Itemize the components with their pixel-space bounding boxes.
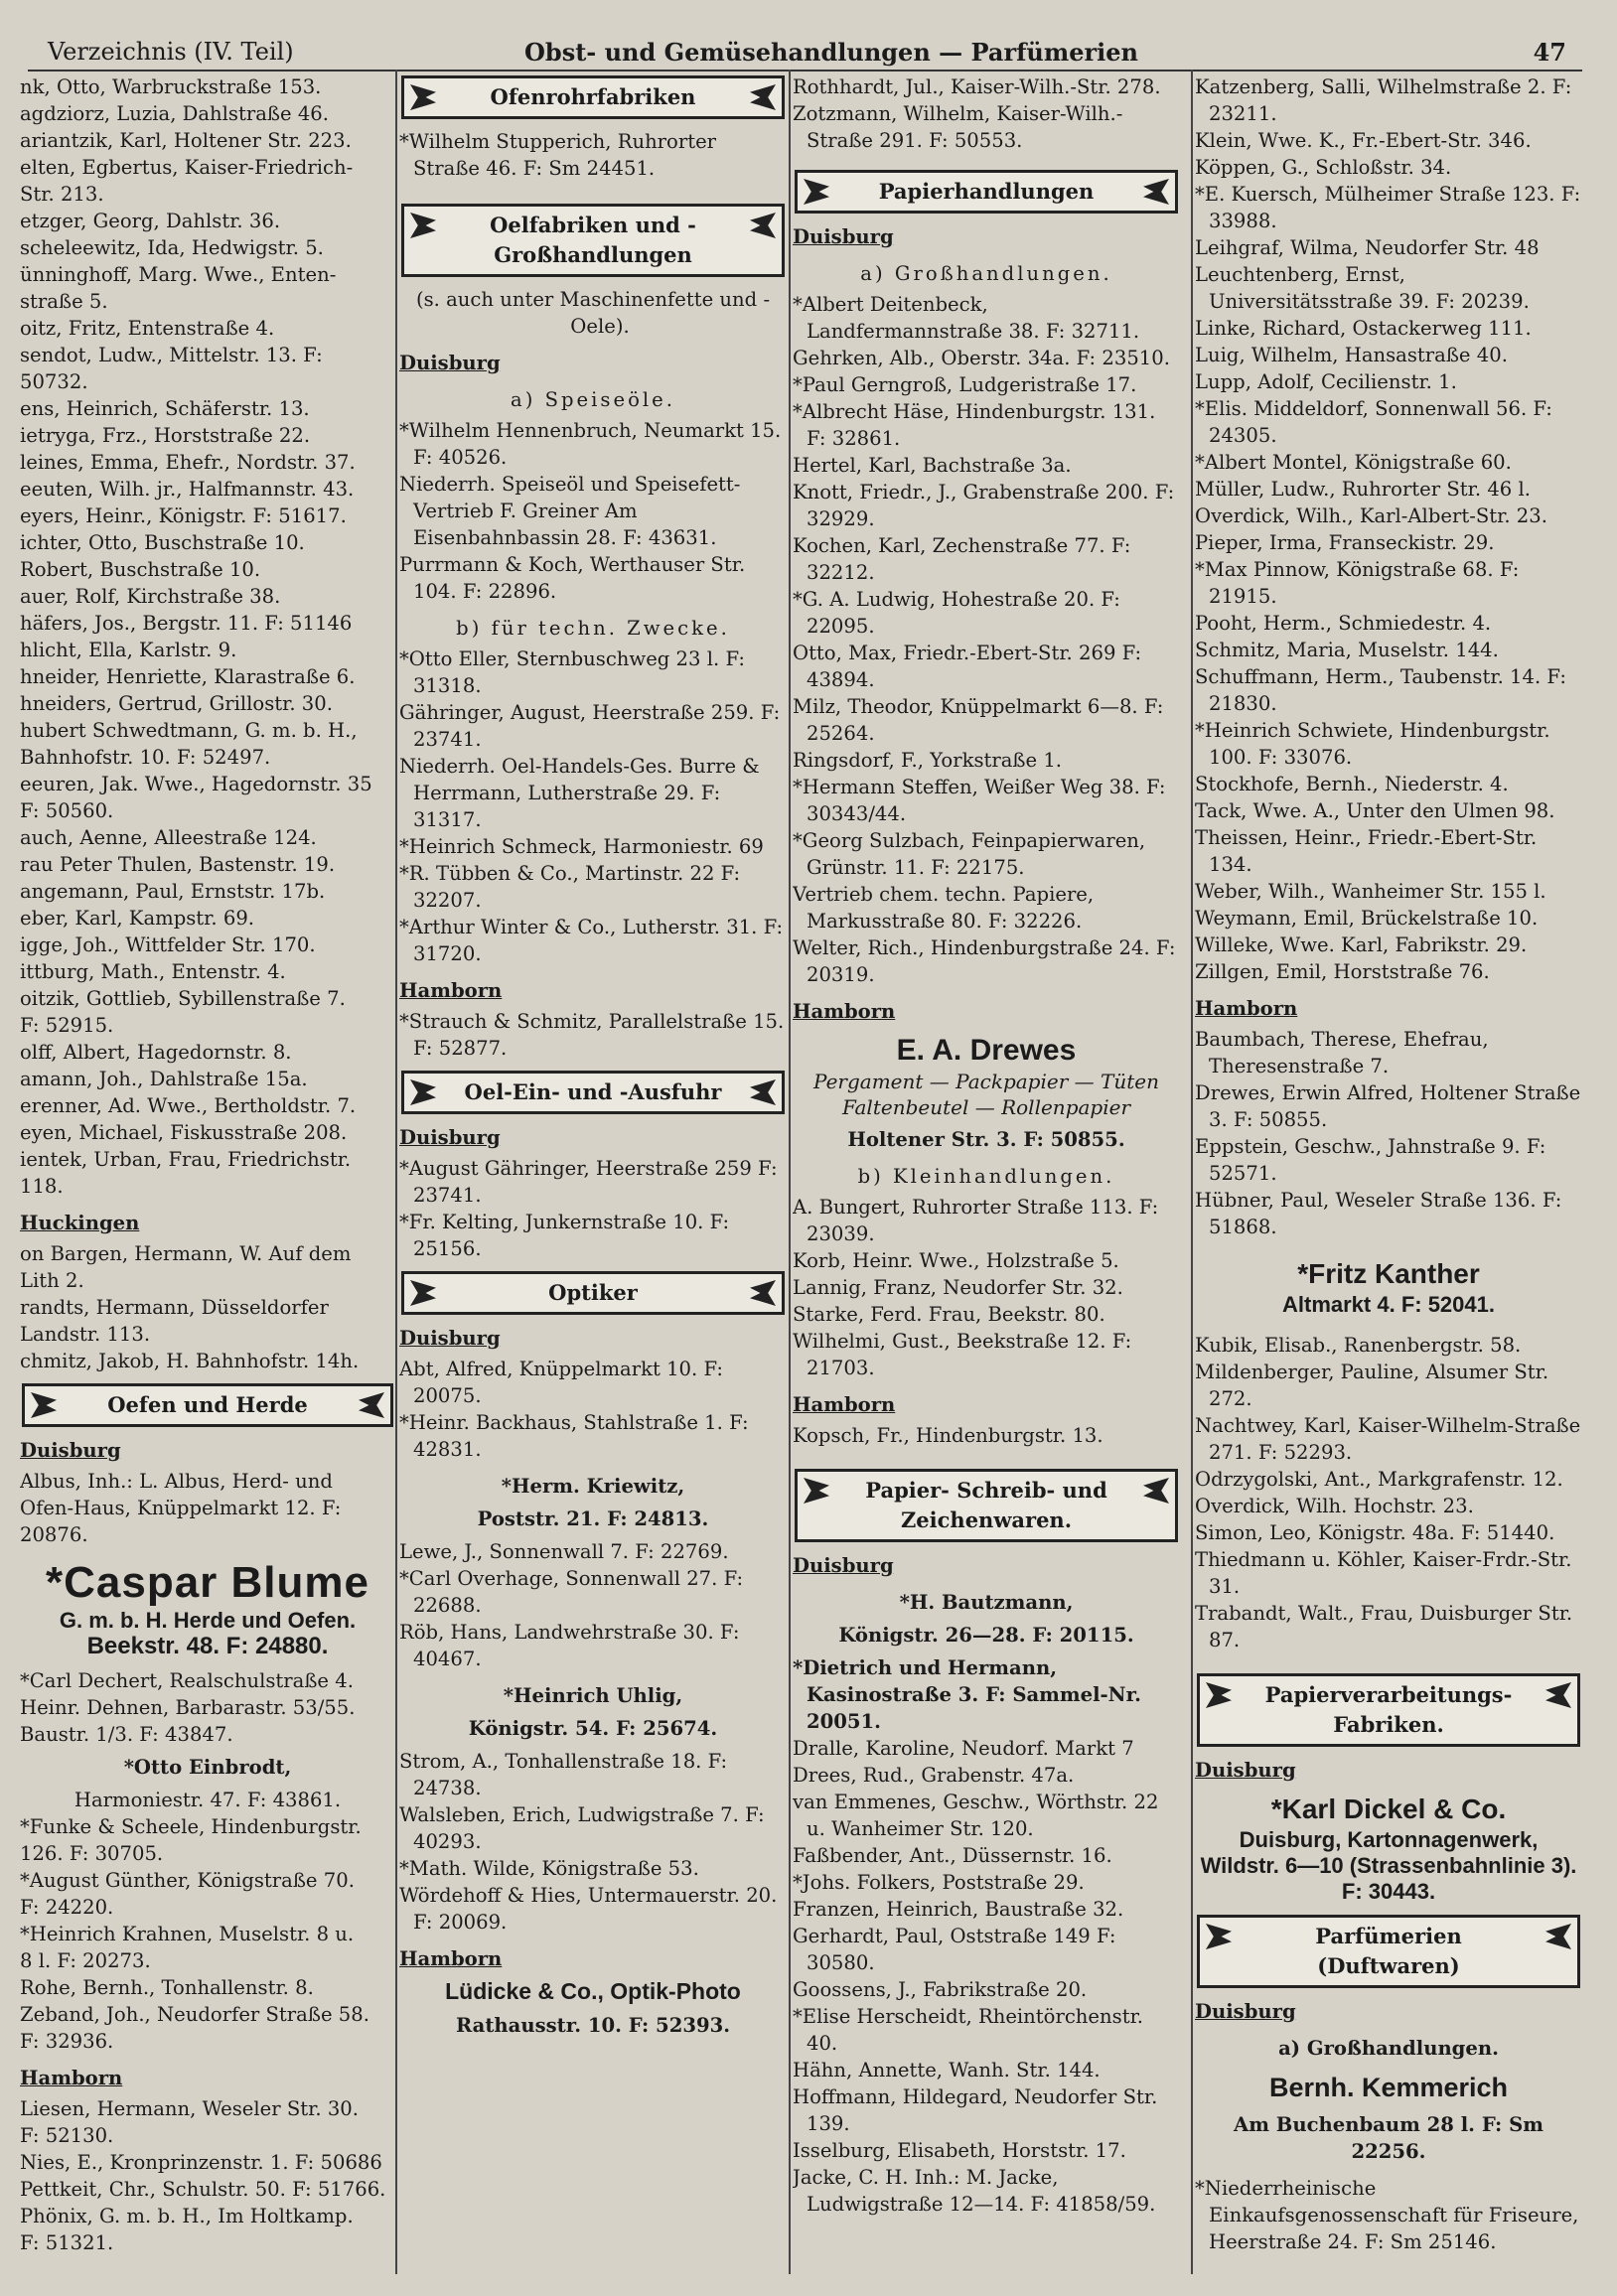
- directory-entry: *Johs. Folkers, Poststraße 29.: [793, 1871, 1085, 1894]
- directory-entry: amann, Joh., Dahlstraße 15a.: [20, 1068, 308, 1090]
- entry-list: [1195, 73, 1582, 985]
- advert-line: Faltenbeutel — Rollenpapier: [841, 1095, 1131, 1119]
- note: (s. auch unter Maschinenfette und -Oele).: [415, 288, 771, 338]
- entry-list: [20, 1667, 395, 1748]
- directory-entry: Bahnhofstr. 10. F: 52497.: [20, 746, 271, 769]
- directory-entry: Milz, Theodor, Knüppelmarkt 6—8. F: 25264.: [793, 695, 1164, 745]
- directory-entry: Schuffmann, Herm., Taubenstr. 14. F: 21830.: [1195, 665, 1566, 715]
- directory-entry: *Wilhelm Hennenbruch, Neumarkt 15. F: 40526.: [399, 419, 782, 469]
- directory-entry: häfers, Jos., Bergstr. 11. F: 51146: [20, 612, 353, 635]
- advert-title: Lüdicke & Co., Optik-Photo: [445, 1978, 741, 2004]
- advert-title: E. A. Drewes: [896, 1034, 1077, 1067]
- directory-entry: F: 50560.: [20, 799, 114, 822]
- directory-entry: Starke, Ferd. Frau, Beekstr. 80.: [793, 1303, 1105, 1326]
- directory-entry: hneider, Henriette, Klarastraße 6.: [20, 665, 356, 688]
- directory-entry: oitzik, Gottlieb, Sybillenstraße 7.: [20, 987, 346, 1010]
- directory-entry: igge, Joh., Wittfelder Str. 170.: [20, 933, 316, 956]
- city-heading: Duisburg: [399, 1327, 501, 1350]
- column-divider: [395, 70, 397, 2274]
- category-box: Oefen und Herde: [22, 1383, 393, 1427]
- directory-entry: Robert, Buschstraße 10.: [20, 558, 261, 581]
- header-title: Obst- und Gemüsehandlungen — Parfümerien: [524, 38, 1138, 67]
- directory-entry: *Funke & Scheele, Hindenburgstr.: [20, 1815, 362, 1838]
- directory-entry: Franzen, Heinrich, Baustraße 32.: [793, 1898, 1124, 1921]
- directory-entry: angemann, Paul, Ernststr. 17b.: [20, 880, 326, 903]
- directory-entry: Weymann, Emil, Brückelstraße 10.: [1195, 907, 1539, 930]
- directory-entry: Baumbach, Therese, Ehefrau, Theresenstraße 7.: [1195, 1028, 1489, 1077]
- directory-entry: Hoffmann, Hildegard, Neudorfer Str. 139.: [793, 2085, 1158, 2135]
- directory-entry: *Carl Overhage, Sonnenwall 27. F: 22688.: [399, 1567, 744, 1617]
- city-heading: Duisburg: [399, 352, 501, 374]
- directory-entry: Heinr. Dehnen, Barbarastr. 53/55.: [20, 1696, 356, 1719]
- directory-entry: olff, Albert, Hagedornstr. 8.: [20, 1041, 292, 1064]
- directory-entry: 8 l. F: 20273.: [20, 1949, 151, 1972]
- entry-list: [20, 1813, 395, 2055]
- entry-list: [793, 1735, 1180, 2218]
- directory-entry: Zillgen, Emil, Horststraße 76.: [1195, 960, 1490, 983]
- city-heading: Duisburg: [793, 1554, 894, 1577]
- directory-entry: on Bargen, Hermann, W. Auf dem: [20, 1242, 352, 1265]
- directory-entry: agdziorz, Luzia, Dahlstraße 46.: [20, 102, 329, 125]
- directory-entry: Lannig, Franz, Neudorfer Str. 32.: [793, 1276, 1123, 1299]
- category-box: Papierverarbeitungs-Fabriken.: [1197, 1673, 1580, 1747]
- directory-entry: straße 5.: [20, 290, 108, 313]
- directory-entry: *Carl Dechert, Realschulstraße 4.: [20, 1669, 354, 1692]
- directory-entry: Müller, Ludw., Ruhrorter Str. 46 l.: [1195, 478, 1531, 501]
- featured-address: Königstr. 26—28. F: 20115.: [838, 1624, 1134, 1647]
- directory-entry: Rothhardt, Jul., Kaiser-Wilh.-Str. 278.: [793, 75, 1161, 98]
- column-divider: [789, 70, 791, 2274]
- featured-name: *H. Bautzmann,: [899, 1591, 1074, 1614]
- entry-list: [399, 646, 787, 967]
- directory-entry: eeuren, Jak. Wwe., Hagedornstr. 35: [20, 773, 372, 795]
- directory-entry: Korb, Heinr. Wwe., Holzstraße 5.: [793, 1249, 1119, 1272]
- directory-entry: Odrzygolski, Ant., Markgrafenstr. 12.: [1195, 1468, 1563, 1491]
- directory-entry: Leuchtenberg, Ernst, Universitätsstraße 39. F: 20239.: [1195, 263, 1530, 313]
- directory-entry: Kopsch, Fr., Hindenburgstr. 13.: [793, 1424, 1103, 1447]
- directory-entry: Tack, Wwe. A., Unter den Ulmen 98.: [1195, 799, 1555, 822]
- directory-entry: Ofen-Haus, Knüppelmarkt 12. F:: [20, 1497, 342, 1519]
- directory-entry: 50732.: [20, 370, 88, 393]
- advert-title: *Karl Dickel & Co.: [1270, 1794, 1507, 1824]
- advert-line: Altmarkt 4. F: 52041.: [1282, 1292, 1495, 1317]
- directory-entry: *Arthur Winter & Co., Lutherstr. 31. F: 31720.: [399, 916, 784, 965]
- subheading: a) Großhandlungen.: [860, 262, 1112, 285]
- directory-entry: eyen, Michael, Fiskusstraße 208.: [20, 1121, 348, 1144]
- directory-entry: ariantzik, Karl, Holtener Str. 223.: [20, 129, 352, 152]
- column-1: [20, 73, 395, 2288]
- entry-list: [399, 1008, 787, 1062]
- directory-entry: Goossens, J., Fabrikstraße 20.: [793, 1978, 1088, 2001]
- directory-entry: chmitz, Jakob, H. Bahnhofstr. 14h.: [20, 1350, 360, 1372]
- directory-entry: Weber, Wilh., Wanheimer Str. 155 l.: [1195, 880, 1546, 903]
- directory-entry: Kochen, Karl, Zechenstraße 77. F: 32212.: [793, 534, 1131, 584]
- directory-entry: 20876.: [20, 1523, 88, 1546]
- column-divider: [1191, 70, 1193, 2274]
- directory-entry: ientek, Urban, Frau, Friedrichstr.: [20, 1148, 352, 1171]
- advert-line: Holtener Str. 3. F: 50855.: [847, 1128, 1125, 1151]
- directory-entry: Landstr. 113.: [20, 1323, 151, 1346]
- advert-line: Duisburg, Kartonnagenwerk,: [1239, 1827, 1539, 1852]
- directory-entry: *August Günther, Königstraße 70.: [20, 1869, 355, 1892]
- directory-entry: Mildenberger, Pauline, Alsumer Str. 272.: [1195, 1361, 1549, 1410]
- directory-entry: Wördehoff & Hies, Untermauerstr. 20. F: 20069.: [399, 1884, 778, 1934]
- directory-entry: Gähringer, August, Heerstraße 259. F: 23741.: [399, 701, 781, 751]
- entry-list: [20, 1468, 395, 1548]
- entry-list: [399, 128, 787, 182]
- directory-entry: *R. Tübben & Co., Martinstr. 22 F: 32207.: [399, 862, 741, 912]
- directory-entry: *Strauch & Schmitz, Parallelstraße 15. F: 52877.: [399, 1010, 785, 1060]
- directory-entry: Str. 213.: [20, 183, 104, 206]
- directory-entry: Otto, Max, Friedr.-Ebert-Str. 269 F: 43894.: [793, 642, 1142, 691]
- directory-entry: *Heinr. Backhaus, Stahlstraße 1. F: 42831.: [399, 1411, 749, 1461]
- directory-entry: *Albert Deitenbeck, Landfermannstraße 38. F: 32711.: [793, 293, 1140, 343]
- directory-entry: *Paul Gerngroß, Ludgeristraße 17.: [793, 373, 1137, 396]
- directory-entry: 126. F: 30705.: [20, 1842, 164, 1865]
- directory-entry: Köppen, G., Schloßstr. 34.: [1195, 156, 1452, 179]
- entry-list: [399, 1155, 787, 1262]
- advert-line: Beekstr. 48. F: 24880.: [86, 1633, 329, 1659]
- directory-entry: eeuten, Wilh. jr., Halfmannstr. 43.: [20, 478, 355, 501]
- directory-entry: Abt, Alfred, Knüppelmarkt 10. F: 20075.: [399, 1358, 723, 1407]
- directory-entry: Pettkeit, Chr., Schulstr. 50. F: 51766.: [20, 2178, 386, 2201]
- page-header: [28, 34, 1582, 72]
- directory-entry: *Heinrich Krahnen, Muselstr. 8 u.: [20, 1923, 355, 1945]
- directory-entry: *Fr. Kelting, Junkernstraße 10. F: 25156.: [399, 1211, 730, 1260]
- directory-entry: Thiedmann u. Köhler, Kaiser-Frdr.-Str. 31.: [1195, 1548, 1572, 1598]
- featured-address: Harmoniestr. 47. F: 43861.: [74, 1789, 342, 1811]
- city-heading: Duisburg: [793, 225, 894, 248]
- featured-address: Poststr. 21. F: 24813.: [477, 1507, 709, 1530]
- directory-entry: *G. A. Ludwig, Hohestraße 20. F: 22095.: [793, 588, 1120, 638]
- entry-list: [20, 73, 395, 1200]
- entry-list: [793, 1422, 1180, 1449]
- entry-list: [399, 1538, 787, 1672]
- directory-entry: eyers, Heinr., Königstr. F: 51617.: [20, 504, 347, 527]
- header-left: Verzeichnis (IV. Teil): [48, 38, 294, 66]
- directory-entry: nk, Otto, Warbruckstraße 153.: [20, 75, 322, 98]
- advert-line: Am Buchenbaum 28 l. F: Sm 22256.: [1234, 2113, 1544, 2163]
- directory-entry: *Albrecht Häse, Hindenburgstr. 131. F: 32861.: [793, 400, 1156, 450]
- directory-entry: ens, Heinrich, Schäferstr. 13.: [20, 397, 310, 420]
- directory-entry: van Emmenes, Geschw., Wörthstr. 22 u. Wanheimer Str. 120.: [793, 1791, 1159, 1840]
- directory-entry: ittburg, Math., Entenstr. 4.: [20, 960, 286, 983]
- directory-entry: Pooht, Herm., Schmiedestr. 4.: [1195, 612, 1492, 635]
- directory-entry: Vertrieb chem. techn. Papiere, Markusstraße 80. F: 32226.: [793, 883, 1095, 933]
- directory-entry: Kubik, Elisab., Ranenbergstr. 58.: [1195, 1334, 1522, 1357]
- directory-entry: *Hermann Steffen, Weißer Weg 38. F: 30343/44.: [793, 776, 1166, 825]
- directory-entry: Katzenberg, Salli, Wilhelmstraße 2. F: 23211.: [1195, 75, 1572, 125]
- directory-entry: Wilhelmi, Gust., Beekstraße 12. F: 21703.: [793, 1330, 1132, 1379]
- entry-list: [793, 73, 1180, 154]
- directory-entry: Nachtwey, Karl, Kaiser-Wilhelm-Straße 271. F: 52293.: [1195, 1414, 1581, 1464]
- directory-entry: Leihgraf, Wilma, Neudorfer Str. 48: [1195, 236, 1540, 259]
- directory-entry: Knott, Friedr., J., Grabenstraße 200. F: 32929.: [793, 481, 1175, 530]
- directory-entry: F: 52915.: [20, 1014, 114, 1037]
- directory-entry: Willeke, Wwe. Karl, Fabrikstr. 29.: [1195, 933, 1528, 956]
- featured-entry: *Dietrich und Hermann, Kasinostraße 3. F: Sammel-Nr. 20051.: [793, 1656, 1141, 1733]
- entry-list: [1195, 1332, 1582, 1653]
- directory-entry: Klein, Wwe. K., Fr.-Ebert-Str. 346.: [1195, 129, 1532, 152]
- city-heading: Duisburg: [399, 1126, 501, 1149]
- column-2: [399, 73, 787, 2288]
- directory-entry: hneiders, Gertrud, Grillostr. 30.: [20, 692, 333, 715]
- directory-entry: Hübner, Paul, Weseler Straße 136. F: 51868.: [1195, 1189, 1562, 1238]
- directory-entry: F: 52130.: [20, 2124, 114, 2147]
- directory-entry: hubert Schwedtmann, G. m. b. H.,: [20, 719, 358, 742]
- directory-entry: Luig, Wilhelm, Hansastraße 40.: [1195, 344, 1508, 366]
- directory-entry: Eppstein, Geschw., Jahnstraße 9. F: 52571.: [1195, 1135, 1546, 1185]
- directory-entry: Gerhardt, Paul, Oststraße 149 F: 30580.: [793, 1925, 1116, 1974]
- directory-entry: *Albert Montel, Königstraße 60.: [1195, 451, 1512, 474]
- directory-entry: Simon, Leo, Königstr. 48a. F: 51440.: [1195, 1521, 1555, 1544]
- subheading: b) Kleinhandlungen.: [857, 1165, 1115, 1188]
- directory-entry: Gehrken, Alb., Oberstr. 34a. F: 23510.: [793, 347, 1170, 369]
- category-box: Oel-Ein- und -Ausfuhr: [401, 1071, 785, 1114]
- directory-entry: Zeband, Joh., Neudorfer Straße 58.: [20, 2003, 369, 2026]
- directory-entry: F: 24220.: [20, 1896, 114, 1919]
- advert-line: Pergament — Packpapier — Tüten: [813, 1070, 1159, 1093]
- directory-entry: *Niederrheinische Einkaufsgenossenschaft für Friseure, Heerstraße 24. F: Sm 25146.: [1195, 2177, 1579, 2253]
- column-3: [793, 73, 1180, 2288]
- directory-entry: Drees, Rud., Grabenstr. 47a.: [793, 1764, 1075, 1787]
- subheading: a) Speiseöle.: [511, 388, 675, 411]
- city-heading: Hamborn: [1195, 997, 1298, 1020]
- directory-entry: oitz, Fritz, Entenstraße 4.: [20, 317, 275, 340]
- directory-entry: *Max Pinnow, Königstraße 68. F: 21915.: [1195, 558, 1520, 608]
- featured-name: *Otto Einbrodt,: [123, 1756, 292, 1779]
- entry-list: [20, 1240, 395, 1374]
- entry-list: [399, 417, 787, 605]
- directory-entry: Niederrh. Speiseöl und Speisefett-Vertrieb F. Greiner Am Eisenbahnbassin 28. F: 43631.: [399, 473, 741, 549]
- directory-entry: Zotzmann, Wilhelm, Kaiser-Wilh.-Straße 291. F: 50553.: [793, 102, 1123, 152]
- directory-entry: *E. Kuersch, Mülheimer Straße 123. F: 33988.: [1195, 183, 1581, 232]
- directory-entry: sendot, Ludw., Mittelstr. 13. F:: [20, 344, 323, 366]
- directory-entry: Lupp, Adolf, Cecilienstr. 1.: [1195, 370, 1457, 393]
- directory-entry: *Heinrich Schmeck, Harmoniestr. 69: [399, 835, 764, 858]
- directory-entry: Schmitz, Maria, Muselstr. 144.: [1195, 639, 1499, 661]
- city-heading: Duisburg: [1195, 2000, 1296, 2023]
- category-box: Optiker: [401, 1271, 785, 1315]
- directory-entry: leines, Emma, Ehefr., Nordstr. 37.: [20, 451, 356, 474]
- directory-entry: Overdick, Wilh., Karl-Albert-Str. 23.: [1195, 504, 1547, 527]
- directory-entry: Hertel, Karl, Bachstraße 3a.: [793, 454, 1072, 477]
- directory-entry: *Elise Herscheidt, Rheintörchenstr. 40.: [793, 2005, 1144, 2055]
- directory-entry: ichter, Otto, Buschstraße 10.: [20, 531, 305, 554]
- page-number: 47: [1533, 38, 1566, 67]
- category-box: Parfümerien (Duftwaren): [1197, 1915, 1580, 1988]
- directory-entry: Theissen, Heinr., Friedr.-Ebert-Str. 134.: [1195, 826, 1538, 876]
- directory-entry: 118.: [20, 1175, 64, 1198]
- city-heading: Hamborn: [793, 1000, 896, 1023]
- entry-list: [399, 1748, 787, 1936]
- entry-list: [1195, 2175, 1582, 2255]
- directory-entry: eber, Karl, Kampstr. 69.: [20, 907, 255, 930]
- subheading: b) für techn. Zwecke.: [456, 617, 730, 640]
- directory-entry: Faßbender, Ant., Düssernstr. 16.: [793, 1844, 1112, 1867]
- directory-entry: randts, Hermann, Düsseldorfer: [20, 1296, 329, 1319]
- directory-entry: Nies, E., Kronprinzenstr. 1. F: 50686: [20, 2151, 382, 2174]
- directory-entry: *Wilhelm Stupperich, Ruhrorter Straße 46. F: Sm 24451.: [399, 130, 717, 180]
- directory-entry: Pieper, Irma, Franseckistr. 29.: [1195, 531, 1495, 554]
- subheading: a) Großhandlungen.: [1278, 2037, 1499, 2060]
- directory-entry: Walsleben, Erich, Ludwigstraße 7. F: 40293.: [399, 1803, 765, 1853]
- entry-list: [399, 1356, 787, 1463]
- directory-entry: Liesen, Hermann, Weseler Str. 30.: [20, 2097, 359, 2120]
- directory-entry: *Heinrich Schwiete, Hindenburgstr. 100. F: 33076.: [1195, 719, 1550, 769]
- featured-address: Königstr. 54. F: 25674.: [468, 1717, 718, 1740]
- directory-entry: Overdick, Wilh. Hochstr. 23.: [1195, 1495, 1474, 1517]
- directory-entry: Lewe, J., Sonnenwall 7. F: 22769.: [399, 1540, 729, 1563]
- directory-entry: *Georg Sulzbach, Feinpapierwaren, Grünstr. 11. F: 22175.: [793, 829, 1146, 879]
- directory-entry: scheleewitz, Ida, Hedwigstr. 5.: [20, 236, 324, 259]
- directory-entry: *Elis. Middeldorf, Sonnenwall 56. F: 24305.: [1195, 397, 1552, 447]
- directory-entry: *Otto Eller, Sternbuschweg 23 l. F: 31318.: [399, 647, 745, 697]
- category-box: Ofenrohrfabriken: [401, 75, 785, 119]
- city-heading: Duisburg: [1195, 1759, 1296, 1782]
- city-heading: Hamborn: [399, 979, 503, 1002]
- featured-name: *Heinrich Uhlig,: [503, 1684, 683, 1707]
- advert-line: Rathausstr. 10. F: 52393.: [455, 2014, 731, 2037]
- directory-entry: rau Peter Thulen, Bastenstr. 19.: [20, 853, 336, 876]
- directory-entry: auer, Rolf, Kirchstraße 38.: [20, 585, 281, 608]
- directory-entry: F: 32936.: [20, 2030, 114, 2053]
- directory-entry: Drewes, Erwin Alfred, Holtener Straße 3. F: 50855.: [1195, 1081, 1581, 1131]
- city-heading: Hamborn: [793, 1393, 896, 1416]
- entry-list: [1195, 1026, 1582, 1240]
- directory-entry: Lith 2.: [20, 1269, 84, 1292]
- directory-entry: Albus, Inh.: L. Albus, Herd- und: [20, 1470, 333, 1493]
- directory-entry: Niederrh. Oel-Handels-Ges. Burre & Herrmann, Lutherstraße 29. F: 31317.: [399, 755, 760, 831]
- directory-entry: auch, Aenne, Alleestraße 124.: [20, 826, 317, 849]
- directory-entry: Strom, A., Tonhallenstraße 18. F: 24738.: [399, 1750, 728, 1799]
- directory-entry: erenner, Ad. Wwe., Bertholdstr. 7.: [20, 1094, 357, 1117]
- entry-list: [793, 1194, 1180, 1381]
- directory-entry: Welter, Rich., Hindenburgstraße 24. F: 20319.: [793, 936, 1176, 986]
- directory-entry: Röb, Hans, Landwehrstraße 30. F: 40467.: [399, 1621, 740, 1670]
- advert-title: *Caspar Blume: [45, 1558, 369, 1607]
- directory-entry: Purrmann & Koch, Werthauser Str. 104. F: 22896.: [399, 553, 746, 603]
- directory-entry: ietryga, Frz., Horststraße 22.: [20, 424, 311, 447]
- city-heading: Duisburg: [20, 1439, 121, 1462]
- city-heading: Huckingen: [20, 1212, 140, 1234]
- directory-entry: Trabandt, Walt., Frau, Duisburger Str. 87.: [1195, 1602, 1573, 1651]
- directory-entry: Phönix, G. m. b. H., Im Holtkamp.: [20, 2205, 354, 2227]
- directory-entry: etzger, Georg, Dahlstr. 36.: [20, 210, 281, 232]
- directory-entry: *Math. Wilde, Königstraße 53.: [399, 1857, 699, 1880]
- entry-list: [793, 291, 1180, 988]
- entry-list: [20, 2095, 395, 2256]
- directory-entry: *August Gähringer, Heerstraße 259 F: 23741.: [399, 1157, 778, 1207]
- advert-title: *Fritz Kanther: [1297, 1258, 1480, 1289]
- category-box: Oelfabriken und -Großhandlungen: [401, 204, 785, 277]
- directory-entry: Linke, Richard, Ostackerweg 111.: [1195, 317, 1532, 340]
- column-4: [1195, 73, 1582, 2288]
- directory-entry: Ringsdorf, F., Yorkstraße 1.: [793, 749, 1063, 772]
- directory-entry: Dralle, Karoline, Neudorf. Markt 7: [793, 1737, 1134, 1760]
- directory-entry: Hähn, Annette, Wanh. Str. 144.: [793, 2059, 1101, 2081]
- city-heading: Hamborn: [20, 2067, 123, 2089]
- directory-entry: hlicht, Ella, Karlstr. 9.: [20, 639, 237, 661]
- directory-entry: Isselburg, Elisabeth, Horststr. 17.: [793, 2139, 1126, 2162]
- city-heading: Hamborn: [399, 1947, 503, 1970]
- directory-entry: Stockhofe, Bernh., Niederstr. 4.: [1195, 773, 1509, 795]
- directory-entry: A. Bungert, Ruhrorter Straße 113. F: 23039.: [793, 1196, 1159, 1245]
- directory-entry: Rohe, Bernh., Tonhallenstr. 8.: [20, 1976, 314, 1999]
- category-box: Papier- Schreib- und Zeichenwaren.: [795, 1469, 1178, 1542]
- directory-entry: F: 51321.: [20, 2231, 114, 2254]
- featured-name: *Herm. Kriewitz,: [501, 1475, 685, 1498]
- category-box: Papierhandlungen: [795, 170, 1178, 214]
- directory-entry: Jacke, C. H. Inh.: M. Jacke, Ludwigstraße 12—14. F: 41858/59.: [793, 2166, 1156, 2216]
- advert-title: Bernh. Kemmerich: [1268, 2073, 1509, 2102]
- directory-entry: Baustr. 1/3. F: 43847.: [20, 1723, 233, 1746]
- advert-line: G. m. b. H. Herde und Oefen.: [59, 1608, 357, 1633]
- advert-line: Wildstr. 6—10 (Strassenbahnlinie 3). F: 30443.: [1200, 1853, 1577, 1904]
- directory-entry: ünninghoff, Marg. Wwe., Enten-: [20, 263, 337, 286]
- directory-entry: elten, Egbertus, Kaiser-Friedrich-: [20, 156, 354, 179]
